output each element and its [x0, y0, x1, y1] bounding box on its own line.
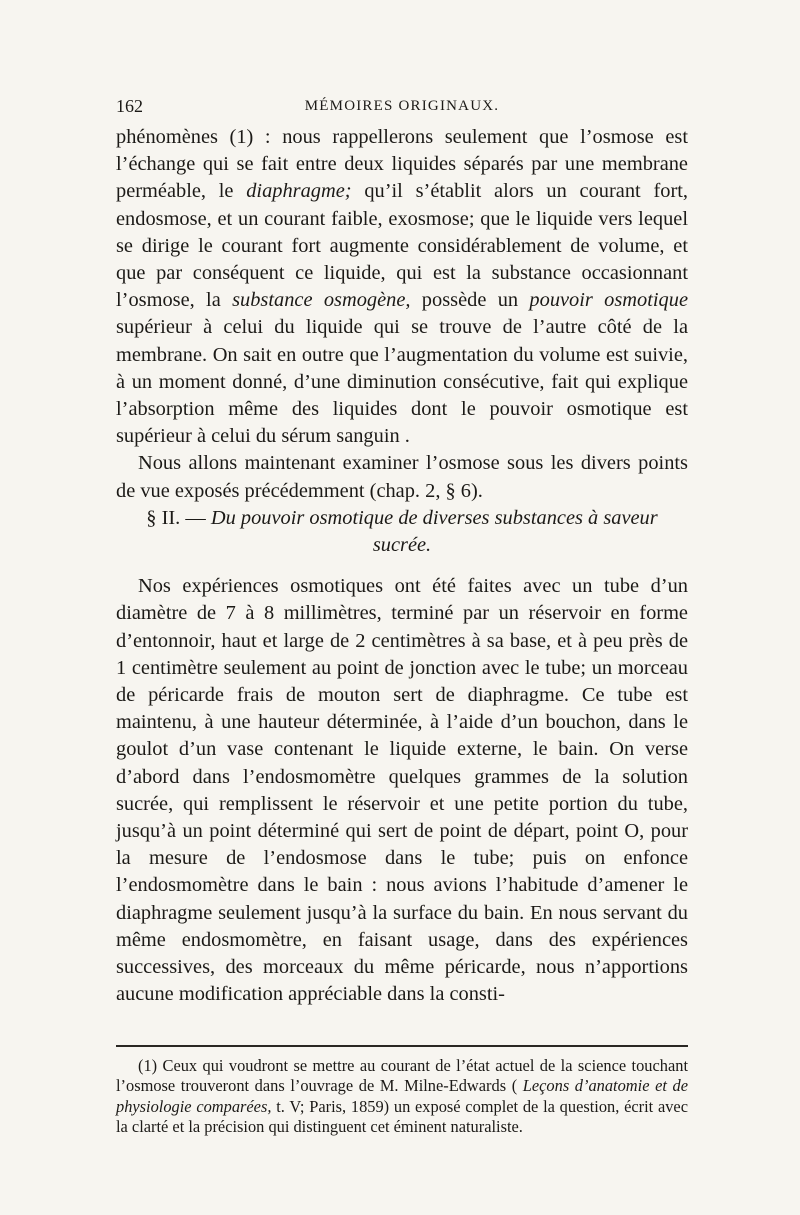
paragraph-experiments: Nos expériences osmotiques ont été faites avec un tube d’un diamètre de 7 à 8 millimètres, terminé par un réservoir en forme d’entonnoir, haut et large de 2 centimètres à sa base, et à peu près de 1 centimètre seulement au point de jonction avec le tube; un morceau de péricarde frais de mouton sert de diaphragme. Ce tube est maintenu, à une hauteur déterminée, à l’aide d’un bouchon, dans le goulot d’un vase contenant le liquide externe, le bain. On verse d’abord dans l’endosmomètre quelques grammes de la solution sucrée, qui remplissent le réservoir et une petite portion du tube, jusqu’à un point déterminé qui sert de point de départ, point O, pour la mesure de l’endosmose dans le tube; puis on enfonce l’endosmomètre dans le bain : nous avions l’habitude d’amener le diaphragme seulement jusqu’à la surface du bain. En nous servant du même endosmomètre, en faisant usage, dans des expériences successives, des morceaux du même péricarde, nous n’apportions aucune modification appréciable dans la consti-: [116, 575, 688, 1006]
section-title: Du pouvoir osmotique de diverses substances à saveur sucrée.: [210, 506, 658, 557]
term-pouvoir-osmotique: pouvoir osmotique: [529, 289, 689, 312]
main-text: [116, 124, 688, 1009]
footnote-text: (1) Ceux qui voudront se mettre au courant de l’état actuel de la science touchant l’osmose trouveront dans l’ouvrage de M. Milne-Edwards ( Leçons d’anatomie et de physiologie comparées, t. V; Paris, 1859) un exposé complet de la question, écrit avec la clarté et la précision qui distinguent cet éminent naturaliste.: [116, 1056, 688, 1137]
footnote: [116, 1056, 688, 1138]
term-substance-osmogene: substance osmogène,: [232, 289, 411, 312]
running-title: MÉMOIRES ORIGINAUX.: [304, 98, 500, 114]
paragraph-osmose-definition: phénomènes (1) : nous rappellerons seulement que l’osmose est l’échange qui se fait entre deux liquides séparés par une membrane perméable, le diaphragme; qu’il s’établit alors un courant fort, endosmose, et un courant faible, exosmose; que le liquide vers lequel se dirige le courant fort augmente considérablement de volume, et que par conséquent ce liquide, qui est la substance occasionnant l’osmose, la substance osmogène, possède un pouvoir osmotique supérieur à celui du liquide qui se trouve de l’autre côté de la membrane. On sait en outre que l’augmentation du volume est suivie, à un moment donné, d’une diminution consécutive, fait qui explique l’absorption même des liquides dont le pouvoir osmotique est supérieur à celui du sérum sanguin .: [116, 126, 689, 448]
page-header: [116, 96, 688, 122]
term-diaphragme: diaphragme;: [246, 180, 352, 203]
paragraph-transition: Nous allons maintenant examiner l’osmose sous les divers points de vue exposés précédemment (chap. 2, § 6).: [116, 452, 688, 502]
footnote-divider: [116, 1045, 688, 1047]
page-number: 162: [116, 96, 143, 116]
section-number: § II. —: [146, 506, 211, 529]
section-heading: [116, 505, 688, 559]
footnote-work-title: Leçons d’anatomie et de physiologie comparées,: [116, 1076, 688, 1116]
